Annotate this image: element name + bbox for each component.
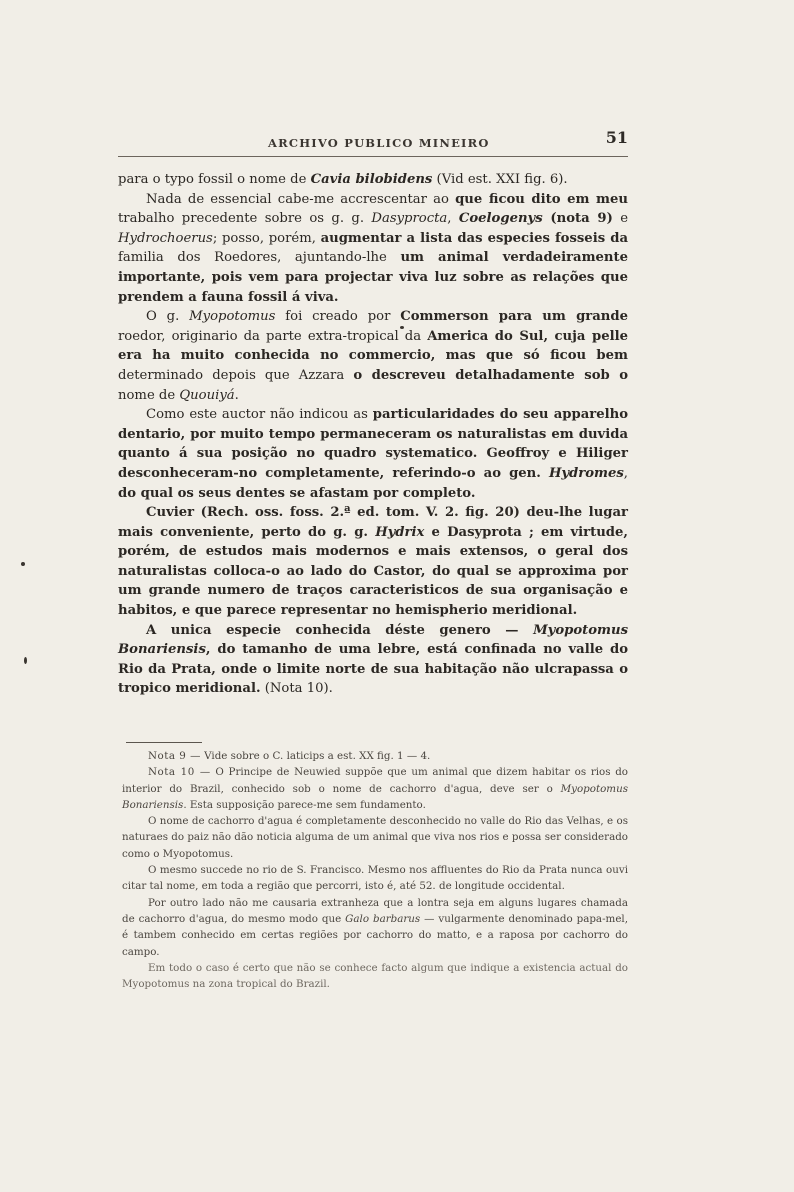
paragraph-2: Nada de essencial cabe-me accrescentar ao que ficou dito em meu trabalho precedente sobre os g. g. Dasyprocta, Coelogenys (nota 9) e Hydrochoerus; posso, porém, augmentar a lista das especies fosseis da familia dos Roedores, ajuntando-lhe um animal verdadeiramente importante, pois vem para projectar viva luz sobre as relações que prendem a fauna fossil á viva.	[118, 191, 629, 305]
paragraph-1: para o typo fossil o nome de Cavia bilobidens (Vid est. XXI fig. 6).	[118, 172, 568, 187]
footnotes	[122, 748, 628, 992]
scan-speck	[400, 326, 404, 329]
paragraph-4: Como este auctor não indicou as particularidades do seu apparelho dentario, por muito tempo permaneceram os naturalistas em duvida quanto á sua posição no quadro systematico. Geoffroy e Hiliger desconheceram-no completamente, referindo-o ao gen. Hydromes, do qual os seus dentes se afastam por completo.	[118, 407, 628, 501]
paragraph-5: Cuvier (Rech. oss. foss. 2.ª ed. tom. V. 2. fig. 20) deu-lhe lugar mais conveniente, perto do g. g. Hydrix e Dasyprota ; em virtude, porém, de estudos mais modernos e mais extensos, o geral dos naturalistas colloca-o ao lado do Castor, do qual se approxima por um grande numero de traços caracteristicos de sua organisação e habitos, e que parece representar no hemispherio meridional.	[118, 505, 629, 619]
page-number: 51	[605, 128, 628, 147]
footnote-10-continuation-1: O nome de cachorro d'agua é completamente desconhecido no valle do Rio das Velhas, e os naturaes do paiz não dão noticia alguma de um animal que viva nos rios e possa ser considerado como o Myopotomus.	[122, 815, 628, 860]
scan-speck	[24, 657, 27, 664]
page-header	[118, 128, 628, 154]
footnote-marker: Nota 10 —	[148, 766, 211, 779]
scan-speck	[21, 562, 25, 566]
footnote-marker: Nota 9 —	[148, 750, 201, 762]
paragraph-6: A unica especie conhecida déste genero — Myopotomus Bonariensis, do tamanho de uma lebre, está confinada no valle do Rio da Prata, onde o limite norte de sua habitação não ulcrapassa o tropico meridional. (Nota 10).	[118, 622, 628, 697]
header-rule	[118, 156, 628, 157]
footnote-10-continuation-3: Por outro lado não me causaria extranheza que a lontra seja em alguns lugares chamada de cachorro d'agua, do mesmo modo que Galo barbarus — vulgarmente denominado papa-mel, é tambem conhecido em certas regiões por cachorro do matto, e a raposa por cachorro do campo.	[122, 896, 628, 958]
footnote-10-continuation-2: O mesmo succede no rio de S. Francisco. Mesmo nos affluentes do Rio da Prata nunca ouvi citar tal nome, em toda a região que percorri, isto é, até 52. de longitude occidental.	[122, 864, 628, 893]
footnote-rule	[126, 742, 202, 743]
footnote-9: Nota 9 — Vide sobre o C. laticips a est. XX fig. 1 — 4.	[148, 750, 431, 762]
body-text	[118, 170, 628, 699]
running-head: ARCHIVO PUBLICO MINEIRO	[268, 136, 490, 150]
footnote-10-continuation-4: Em todo o caso é certo que não se conhece facto algum que indique a existencia actual do Myopotomus na zona tropical do Brazil.	[122, 961, 628, 991]
footnote-10: Nota 10 — O Principe de Neuwied suppõe que um animal que dizem habitar os rios do interior do Brazil, conhecido sob o nome de cachorro d'agua, deve ser o Myopotomus Bonariensis. Esta supposição parece-me sem fundamento.	[122, 766, 628, 811]
paragraph-3: O g. Myopotomus foi creado por Commerson para um grande roedor, originario da parte extra-tropical da America do Sul, cuja pelle era ha muito conhecida no commercio, mas que só ficou bem determinado depois que Azzara o descreveu detalhadamente sob o nome de Quouiyá.	[118, 309, 629, 403]
